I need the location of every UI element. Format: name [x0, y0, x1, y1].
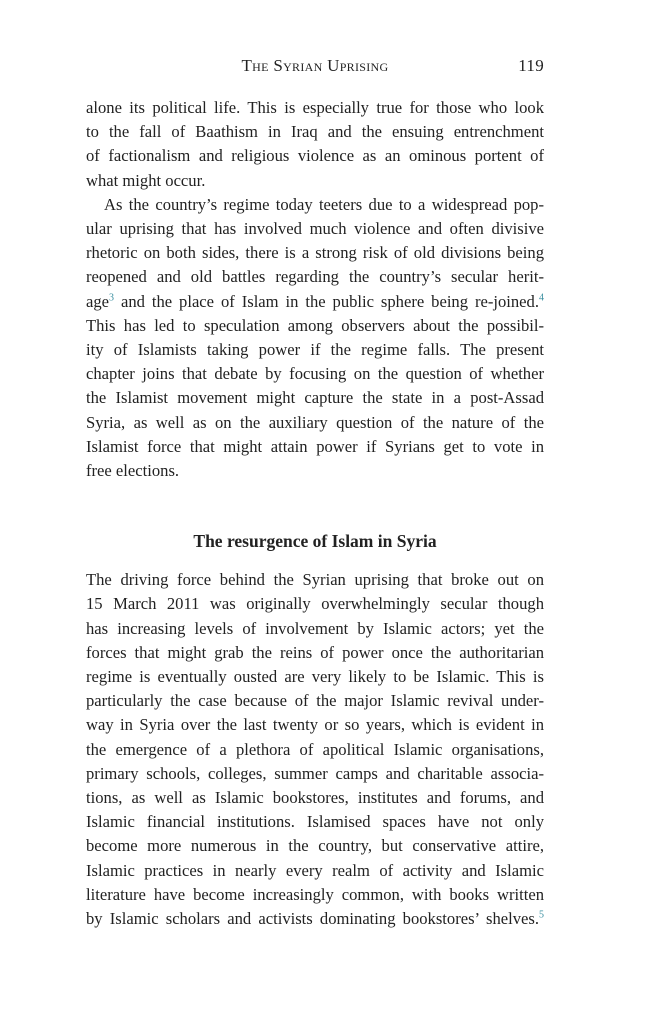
footnote-ref-5[interactable]: 5 — [539, 909, 544, 921]
text-line: the Islamist movement might capture the state in a post-Assad — [86, 388, 544, 408]
text-fragment: age — [86, 291, 110, 311]
text-fragment: and the place of Islam in the public sphere being re-joined. — [114, 291, 539, 311]
book-page — [86, 56, 544, 931]
text-line: way in Syria over the last twenty or so years, which is evident in — [86, 715, 544, 735]
text-fragment: by Islamic scholars and activists dominating bookstores’ shelves. — [86, 909, 539, 929]
text-line: tions, as well as Islamic bookstores, institutes and forums, and — [86, 788, 544, 808]
footnote-ref-4[interactable]: 4 — [539, 292, 544, 304]
text-line: to the fall of Baathism in Iraq and the ensuing entrenchment — [86, 122, 544, 142]
text-line: particularly the case because of the major Islamic revival under- — [86, 691, 544, 711]
text-line: The driving force behind the Syrian uprising that broke out on — [86, 570, 544, 590]
text-line: Islamic financial institutions. Islamised spaces have not only — [86, 812, 544, 832]
text-line-with-notes — [86, 290, 544, 314]
paragraph-regime — [86, 193, 544, 483]
text-line: what might occur. — [86, 170, 206, 190]
page-number: 119 — [518, 56, 544, 75]
text-line: This has led to speculation among observers about the possibil- — [86, 315, 544, 335]
text-line: As the country’s regime today teeters due to a widespread pop- — [104, 194, 544, 214]
paragraph-continued — [86, 96, 544, 193]
text-line: chapter joins that debate by focusing on the question of whether — [86, 364, 544, 384]
text-line: rhetoric on both sides, there is a strong risk of old divisions being — [86, 243, 544, 263]
text-line: become more numerous in the country, but conservative attire, — [86, 836, 544, 856]
footnote-ref-3[interactable]: 3 — [109, 292, 115, 304]
text-line: Islamist force that might attain power if Syrians get to vote in — [86, 436, 544, 456]
text-line: alone its political life. This is especially true for those who look — [86, 98, 544, 117]
text-line: literature have become increasingly common, with books written — [86, 884, 544, 904]
text-line: 15 March 2011 was originally overwhelmingly secular though — [86, 594, 544, 614]
text-line: reopened and old battles regarding the country’s secular herit- — [86, 267, 544, 287]
text-line: free elections. — [86, 461, 180, 481]
paragraph-driving-force — [86, 568, 544, 931]
running-head — [86, 56, 544, 82]
text-line: Syria, as well as on the auxiliary question of the nature of the — [86, 412, 544, 432]
text-line: forces that might grab the reins of power once the authoritarian — [86, 642, 544, 662]
text-line: Islamic practices in nearly every realm of activity and Islamic — [86, 860, 544, 880]
text-line: the emergence of a plethora of apolitical Islamic organisations, — [86, 739, 544, 759]
text-line: has increasing levels of involvement by Islamic actors; yet the — [86, 618, 544, 638]
text-line: of factionalism and religious violence as an ominous portent of — [86, 146, 544, 166]
text-line: ular uprising that has involved much violence and often divisive — [86, 219, 544, 239]
section-heading: The resurgence of Islam in Syria — [193, 531, 437, 552]
text-line: ity of Islamists taking power if the regime falls. The present — [86, 340, 544, 360]
text-line: regime is eventually ousted are very likely to be Islamic. This is — [86, 667, 544, 687]
text-line: primary schools, colleges, summer camps and charitable associa- — [86, 763, 544, 783]
running-head-title: The Syrian Uprising — [241, 56, 389, 75]
text-line-with-note — [86, 907, 544, 931]
